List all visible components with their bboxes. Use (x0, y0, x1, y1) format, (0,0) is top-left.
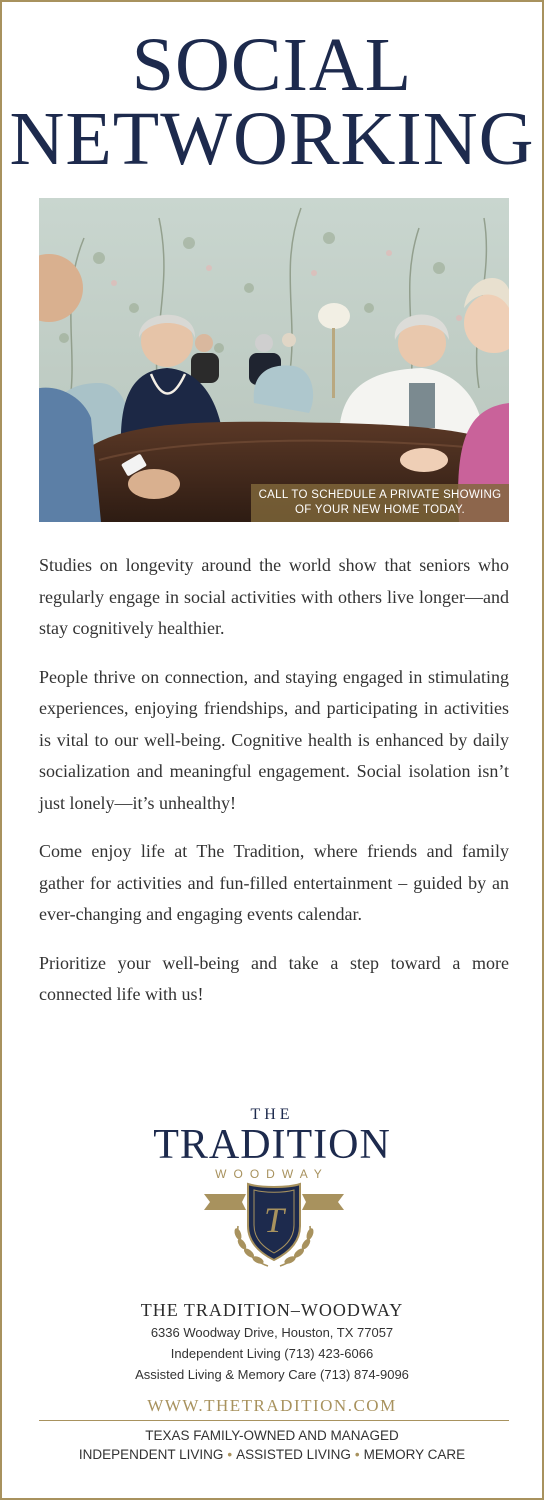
contact-address: 6336 Woodway Drive, Houston, TX 77057 (150, 1325, 394, 1340)
footer-services (2, 1445, 542, 1464)
contact-block (2, 1298, 542, 1385)
logo-subname: WOODWAY (215, 1167, 329, 1181)
contact-assisted-phone: Assisted Living & Memory Care (713) 874-9096 (135, 1367, 409, 1382)
headline-line-2: NETWORKING (9, 97, 535, 181)
service-assisted: ASSISTED LIVING (236, 1447, 351, 1462)
footer-tagline: TEXAS FAMILY-OWNED AND MANAGED (145, 1428, 399, 1443)
website-link[interactable]: WWW.THETRADITION.COM (147, 1396, 397, 1415)
separator-dot: • (227, 1447, 233, 1462)
hero-photo-illustration (39, 198, 509, 522)
divider (39, 1420, 509, 1421)
logo-name: TRADITION (153, 1122, 391, 1168)
crest-monogram: T (263, 1200, 285, 1240)
separator-dot: • (354, 1447, 360, 1462)
footer (2, 1426, 542, 1464)
cta-line-2: OF YOUR NEW HOME TODAY. (294, 504, 466, 516)
body-copy (39, 550, 509, 1028)
logo-the: THE (250, 1106, 294, 1123)
paragraph-2: People thrive on connection, and staying engaged in stimulating experiences, enjoying friendships, and participating in activities is vital to our well-being. Cognitive health is enhanced by daily socialization and meaningful engagement. Social isolation isn’t just lonely—it’s unhealthy! (39, 666, 509, 813)
paragraph-1: Studies on longevity around the world show that seniors who regularly engage in social activities with others live longer—and stay cognitively healthier. (39, 555, 509, 638)
service-independent: INDEPENDENT LIVING (78, 1447, 224, 1462)
cta-line-1: CALL TO SCHEDULE A PRIVATE SHOWING (258, 489, 502, 501)
service-memory-care: MEMORY CARE (363, 1447, 466, 1462)
crest-icon (202, 1180, 346, 1272)
tradition-logo (2, 1106, 542, 1181)
paragraph-3: Come enjoy life at The Tradition, where friends and family gather for activities and fun-filled entertainment – guided by an ever-changing and engaging events calendar. (39, 841, 509, 924)
hero-photo (39, 198, 509, 522)
contact-name: THE TRADITION–WOODWAY (140, 1300, 404, 1320)
headline (2, 23, 542, 181)
contact-independent-phone: Independent Living (713) 423-6066 (170, 1346, 374, 1361)
paragraph-4: Prioritize your well-being and take a step toward a more connected life with us! (39, 952, 509, 1004)
headline-line-1: SOCIAL (131, 23, 413, 107)
cta-banner (251, 484, 509, 522)
